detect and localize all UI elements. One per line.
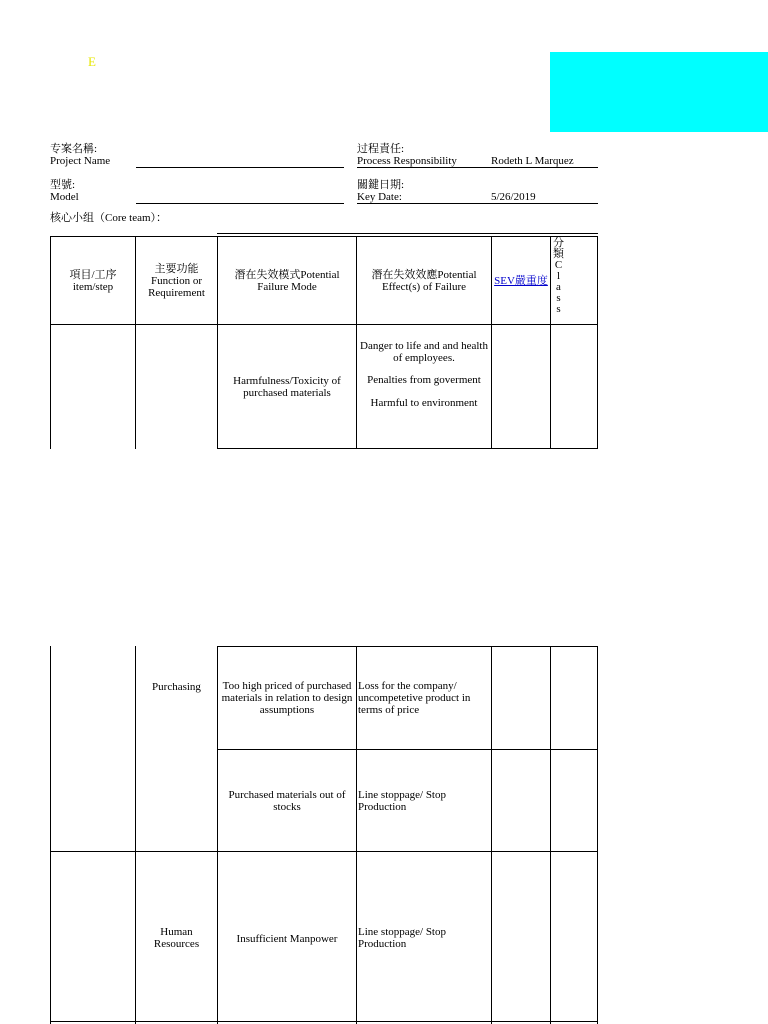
row2-failure-mode: Too high priced of purchased materials in relation to design assumptions — [221, 680, 353, 716]
core-team-field[interactable] — [217, 233, 598, 234]
header-sev-link[interactable]: SEV嚴重度 — [494, 274, 548, 287]
process-responsibility-value: Rodeth L Marquez — [491, 155, 574, 167]
class-header-char: 分 — [553, 237, 564, 249]
model-label: 型號: Model — [50, 179, 79, 203]
highlight-block — [550, 52, 768, 132]
row3-failure-mode: Purchased materials out of stocks — [228, 789, 346, 813]
row1-failure-mode: Harmfulness/Toxicity of purchased materials — [233, 374, 341, 399]
header-effect: 潛在失效效應Potential Effect(s) of Failure — [371, 268, 477, 293]
class-header-char: a — [556, 281, 561, 293]
core-team-label: 核心小组（Core team）： — [50, 212, 168, 224]
row4-function-human-resources: Human Resources — [153, 926, 200, 950]
row4-failure-mode: Insufficient Manpower — [236, 933, 338, 945]
class-header-char: l — [556, 270, 561, 282]
row2-effect: Loss for the company/ uncompetetive product in terms of price — [358, 680, 471, 716]
row1-effects: Danger to life and and health of employees. Penalties from goverment Harmful to environment — [360, 340, 488, 409]
project-name-field[interactable] — [136, 167, 344, 168]
process-responsibility-line — [357, 167, 598, 168]
model-field[interactable] — [136, 203, 344, 204]
key-date-value: 5/26/2019 — [491, 191, 536, 203]
row2-function-purchasing: Purchasing — [152, 681, 201, 693]
class-header-char: 類 — [553, 248, 564, 260]
header-function: 主要功能 Function or Requirement — [148, 262, 205, 299]
class-header-char: s — [556, 303, 561, 315]
row4-effect: Line stoppage/ Stop Production — [358, 926, 446, 950]
key-date-line — [357, 203, 598, 204]
class-header-char: s — [556, 292, 561, 304]
class-header-char: C — [554, 259, 563, 271]
header-failure-mode: 潛在失效模式Potential Failure Mode — [234, 268, 340, 293]
header-class — [551, 237, 565, 324]
process-responsibility-label: 过程責任: Process Responsibility — [357, 143, 457, 167]
project-name-label: 专案名稱: Project Name — [50, 143, 111, 167]
key-date-label: 關鍵日期: Key Date: — [357, 179, 405, 203]
page-marker: E — [88, 54, 96, 69]
header-item-step: 項目/工序 item/step — [69, 268, 117, 293]
row3-effect: Line stoppage/ Stop Production — [358, 789, 446, 813]
